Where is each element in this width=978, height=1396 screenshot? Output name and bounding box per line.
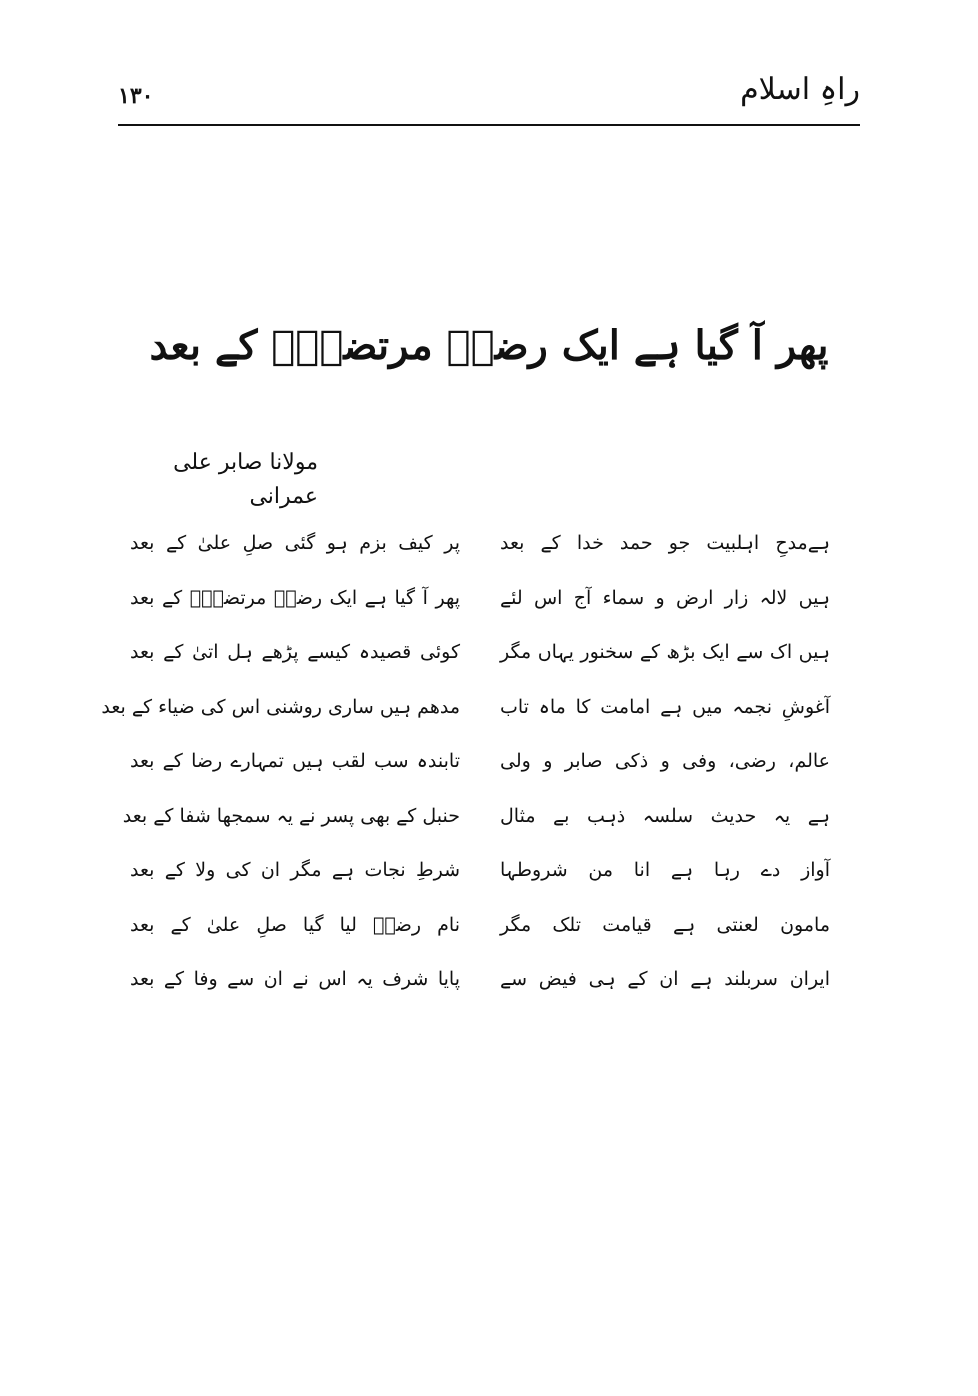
- verse-line: پھر آ گیا ہے ایک رضاؑ مرتضیٰؑ کے بعد: [130, 586, 460, 609]
- verse-line: ہے یہ حدیث سلسہ ذہب بے مثال: [500, 804, 830, 827]
- poem-title: پھر آ گیا ہے ایک رضاؑ مرتضیٰؑ کے بعد: [149, 322, 829, 369]
- first-misra-column: [500, 516, 830, 1007]
- verse-line: شرطِ نجات ہے مگر ان کی ولا کے بعد: [130, 859, 460, 881]
- page-header: [118, 68, 860, 126]
- verse-line: کوئی قصیدہ کیسے پڑھے ہل اتیٰ کے بعد: [130, 641, 460, 663]
- verse-line: حنبل کے بھی پسر نے یہ سمجھا شفا کے بعد: [122, 804, 460, 827]
- verse-line: تابندہ سب لقب ہیں تمہارے رضا کے بعد: [130, 750, 460, 772]
- verse-line: پایا شرف یہ اس نے ان سے وفا کے بعد: [130, 968, 460, 990]
- verse-line: ہیں اک سے ایک بڑھ کے سخنور یہاں مگر: [500, 641, 830, 663]
- running-head: راہِ اسلام: [740, 72, 860, 107]
- verse-line: ایران سربلند ہے ان کے ہی فیض سے: [500, 968, 830, 990]
- verse-line: مامون لعنتی ہے قیامت تلک مگر: [500, 913, 830, 936]
- poem-author: مولانا صابر علی عمرانی: [173, 450, 318, 509]
- poem-body: [101, 516, 860, 1056]
- verse-line: ہےمدحِ اہلبیت جو حمد خدا کے بعد: [500, 532, 830, 554]
- verse-line: آغوشِ نجمہ میں ہے امامت کا ماہ تاب: [500, 695, 830, 718]
- page-number: ۱۳۰: [118, 83, 154, 109]
- verse-line: نام رضاؑ لیا گیا صلِ علیٰ کے بعد: [130, 913, 460, 936]
- verse-line: آواز دے رہا ہے انا من شروطہا: [500, 859, 830, 881]
- verse-line: عالم، رضی، وفی و ذکی صابر و ولی: [500, 750, 830, 772]
- verse-line: ہیں لالہ زار ارض و سماء آج اس لئے: [500, 586, 830, 609]
- verse-line: مدھم ہیں ساری روشنی اس کی ضیاء کے بعد: [101, 695, 460, 718]
- verse-line: پر کیف بزم ہو گئی صلِ علیٰ کے بعد: [130, 532, 460, 554]
- second-misra-column: [101, 516, 460, 1007]
